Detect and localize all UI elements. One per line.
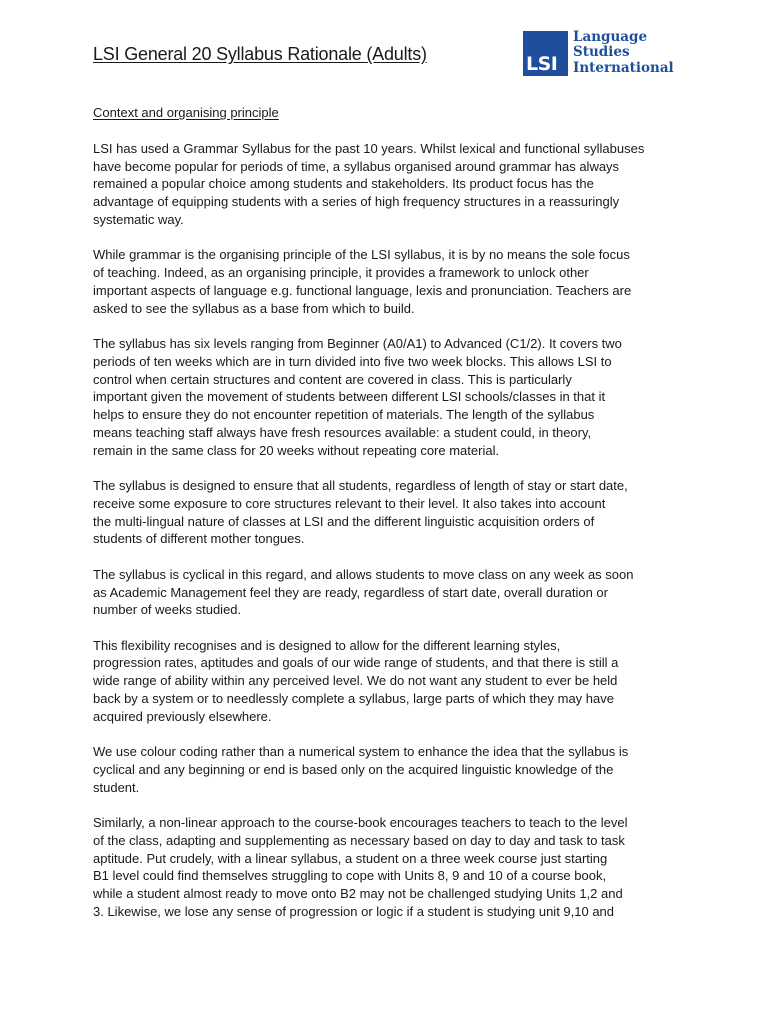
paragraph-line: means teaching staff always have fresh resources available: a student could, in theory, [93, 424, 592, 440]
paragraph-line: wide range of ability within any perceived level. We do not want any student to ever be held [93, 673, 618, 689]
paragraph-line: while a student almost ready to move onto B2 may not be challenged studying Units 1,2 and [93, 886, 623, 902]
paragraph-line: 3. Likewise, we lose any sense of progression or logic if a student is studying unit 9,10 and [93, 903, 615, 919]
section-heading: Context and organising principle [93, 105, 279, 120]
lsi-logo [523, 29, 674, 77]
body-paragraph [93, 140, 669, 229]
logo-mark-text: LSI [526, 52, 558, 75]
paragraph-line: important given the movement of students between different LSI schools/classes in that it [93, 389, 606, 405]
paragraph-line: have become popular for periods of time, a syllabus organised around grammar has always [93, 158, 620, 174]
document-title: LSI General 20 Syllabus Rationale (Adults) [93, 44, 427, 64]
body-paragraph [93, 335, 669, 460]
body-paragraph [93, 743, 669, 796]
paragraph-line: student. [93, 779, 140, 795]
paragraph-line: students of different mother tongues. [93, 531, 305, 547]
paragraph-line: aptitude. Put crudely, with a linear syllabus, a student on a three week course just starting [93, 850, 608, 866]
document-body [93, 104, 669, 938]
body-paragraph [93, 814, 669, 921]
paragraph-line: important aspects of language e.g. functional language, lexis and pronunciation. Teachers are [93, 282, 632, 298]
paragraph-line: remained a popular choice among students and stakeholders. Its product focus has the [93, 176, 594, 192]
paragraph-line: We use colour coding rather than a numerical system to enhance the idea that the syllabus is [93, 744, 629, 760]
logo-name-line: Studies [573, 44, 630, 61]
paragraph-line: B1 level could find themselves struggling to cope with Units 8, 9 and 10 of a course book, [93, 868, 607, 884]
paragraph-line: the multi-lingual nature of classes at LSI and the different linguistic acquisition orders of [93, 513, 595, 529]
body-paragraph [93, 566, 669, 619]
body-paragraph [93, 246, 669, 317]
paragraph-line: acquired previously elsewhere. [93, 708, 272, 724]
paragraph-line: periods of ten weeks which are in turn divided into five two week blocks. This allows LSI to [93, 353, 612, 369]
paragraph-line: Similarly, a non-linear approach to the course-book encourages teachers to teach to the level [93, 815, 628, 830]
paragraph-list [93, 140, 669, 921]
paragraph-line: of teaching. Indeed, as an organising principle, it provides a framework to unlock other [93, 265, 589, 281]
paragraph-line: cyclical and any beginning or end is based only on the acquired linguistic knowledge of the [93, 761, 614, 777]
logo-name-line: Language [573, 28, 648, 45]
body-paragraph [93, 637, 669, 726]
paragraph-line: The syllabus is designed to ensure that all students, regardless of length of stay or start date, [93, 478, 628, 494]
paragraph-line: of the class, adapting and supplementing as necessary based on day to day and task to task [93, 832, 625, 848]
paragraph-line: back by a system or to needlessly complete a syllabus, large parts of which they may have [93, 691, 614, 707]
paragraph-line: systematic way. [93, 211, 184, 227]
paragraph-line: remain in the same class for 20 weeks without repeating core material. [93, 442, 500, 458]
paragraph-line: advantage of equipping students with a series of high frequency structures in a reassuringly [93, 194, 620, 210]
body-paragraph [93, 477, 669, 548]
logo-mark [523, 31, 568, 76]
paragraph-line: This flexibility recognises and is designed to allow for the different learning styles, [93, 637, 561, 653]
paragraph-line: asked to see the syllabus as a base from which to build. [93, 300, 415, 316]
paragraph-line: progression rates, aptitudes and goals of our wide range of students, and that there is still a [93, 655, 619, 671]
paragraph-line: number of weeks studied. [93, 602, 242, 618]
paragraph-line: as Academic Management feel they are ready, regardless of start date, overall duration or [93, 584, 608, 600]
paragraph-line: The syllabus has six levels ranging from Beginner (A0/A1) to Advanced (C1/2). It covers two [93, 335, 622, 351]
logo-wordmark [573, 30, 674, 77]
logo-name-line: International [573, 59, 674, 76]
paragraph-line: The syllabus is cyclical in this regard, and allows students to move class on any week as soon [93, 566, 634, 582]
paragraph-line: control when certain structures and content are covered in class. This is particularly [93, 371, 572, 387]
paragraph-line: helps to ensure they do not encounter repetition of materials. The length of the syllabus [93, 407, 595, 423]
paragraph-line: LSI has used a Grammar Syllabus for the past 10 years. Whilst lexical and functional syllabuses [93, 140, 645, 156]
paragraph-line: While grammar is the organising principle of the LSI syllabus, it is by no means the sole focus [93, 247, 630, 263]
paragraph-line: receive some exposure to core structures relevant to their level. It also takes into account [93, 495, 606, 511]
